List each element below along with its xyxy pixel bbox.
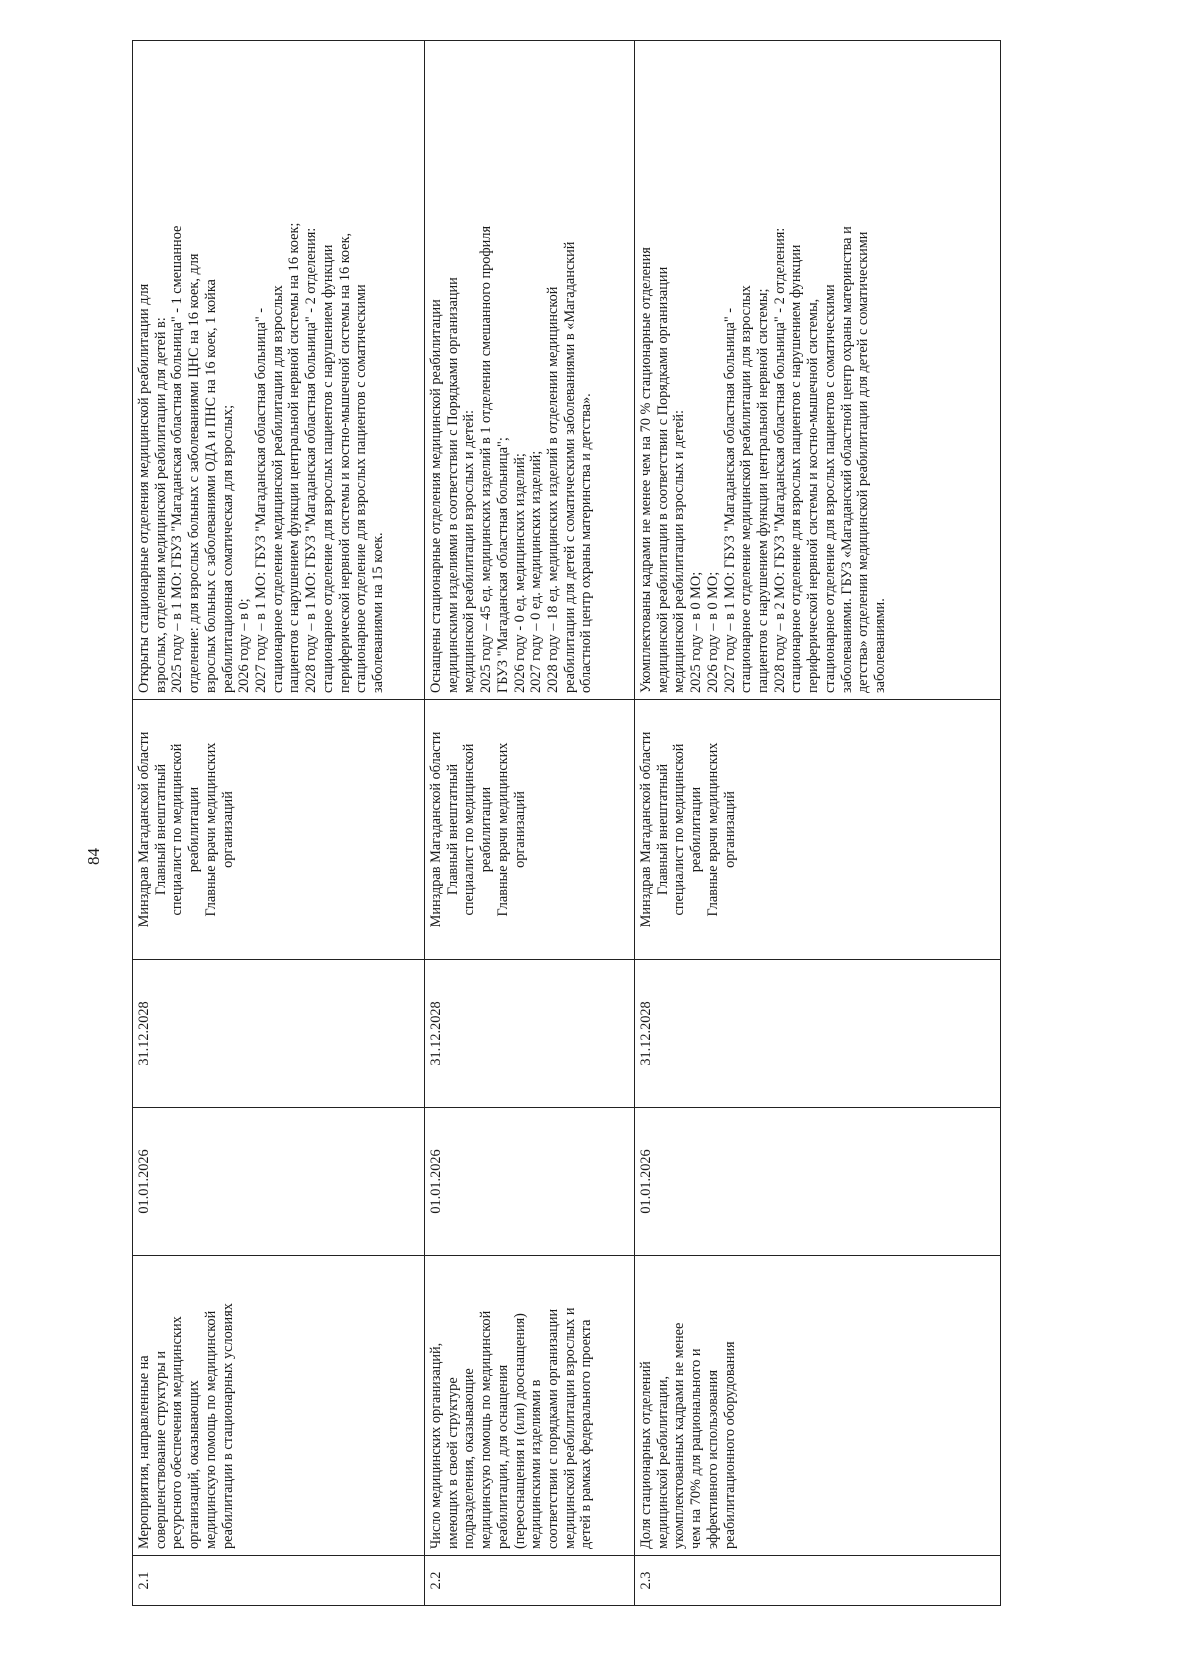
text-line: пациентов с нарушением функции центральной нервной системы; bbox=[755, 288, 772, 693]
text-line: ресурсного обеспечения медицинских bbox=[169, 1316, 186, 1549]
text-line: 2026 году – в 0 МО; bbox=[704, 571, 721, 693]
text-line: медицинскими изделиями в bbox=[528, 1379, 545, 1549]
text-line: 2025 году – в 1 МО: ГБУЗ "Магаданская областная больница" - 1 смешанное bbox=[169, 225, 186, 693]
text-line: ГБУЗ "Магаданская областная больница"; bbox=[494, 437, 511, 693]
text-line: медицинской реабилитации взрослых и детей: bbox=[461, 410, 478, 693]
measure-cell bbox=[425, 1256, 635, 1556]
text-line: 2028 году – в 1 МО: ГБУЗ "Магаданская областная больница" - 2 отделения: bbox=[303, 227, 320, 693]
text-line: детства» отделении медицинской реабилитации для детей с соматическими bbox=[855, 231, 872, 693]
row-number: 2.3 bbox=[635, 1556, 1001, 1606]
text-line: имеющих в своей структуре bbox=[444, 1377, 461, 1549]
text-line: эффективного использования bbox=[704, 1369, 721, 1549]
end-date: 31.12.2028 bbox=[635, 960, 1001, 1108]
text-line: подразделения, оказывающие bbox=[461, 1368, 478, 1549]
result-cell bbox=[635, 41, 1001, 700]
text-line: Минздрав Магаданской области bbox=[638, 731, 654, 928]
text-line: реабилитации bbox=[186, 786, 203, 873]
text-line: стационарное отделение для взрослых пациентов с соматическими bbox=[821, 284, 838, 693]
text-line: пациентов с нарушением функции центральной нервной системы на 16 коек; bbox=[286, 222, 303, 693]
text-line: реабилитационная соматическая для взрослых; bbox=[219, 404, 236, 693]
text-line: стационарное отделение для взрослых пациентов с соматическими bbox=[353, 284, 370, 693]
text-line: заболеваниями. bbox=[872, 598, 889, 693]
text-line: медицинской реабилитации, bbox=[654, 1375, 671, 1549]
end-date: 31.12.2028 bbox=[133, 960, 425, 1108]
rotated-table-wrapper bbox=[132, 41, 1000, 1606]
table-row bbox=[133, 41, 425, 1606]
text-line: Открыты стационарные отделения медицинской реабилитации для bbox=[136, 283, 152, 693]
text-line: Главные врачи медицинских bbox=[202, 742, 219, 917]
start-date: 01.01.2026 bbox=[425, 1108, 635, 1256]
text-line: Главный внештатный bbox=[444, 763, 461, 896]
text-line: реабилитации в стационарных условиях bbox=[219, 1303, 236, 1549]
text-line: стационарное отделение для взрослых пациентов с нарушением функции bbox=[788, 244, 805, 693]
text-line: совершенствование структуры и bbox=[152, 1350, 169, 1549]
text-line: Главные врачи медицинских bbox=[494, 742, 511, 917]
text-line: организаций bbox=[511, 791, 528, 868]
text-line: медицинскими изделиями в соответствии с Порядками организации bbox=[444, 277, 461, 693]
text-line: Число медицинских организаций, bbox=[428, 1342, 444, 1549]
text-line: отделение: для взрослых больных с заболеваниями ЦНС на 16 коек, для bbox=[186, 253, 203, 693]
text-line: Мероприятия, направленные на bbox=[136, 1355, 152, 1549]
text-line: заболеваниями на 15 коек. bbox=[370, 532, 387, 693]
text-line: Оснащены стационарные отделения медицинской реабилитации bbox=[428, 299, 444, 693]
result-cell bbox=[425, 41, 635, 700]
text-line: специалист по медицинской bbox=[671, 743, 688, 916]
start-date: 01.01.2026 bbox=[635, 1108, 1001, 1256]
text-line: 2027 году – в 1 МО: ГБУЗ "Магаданская областная больница" - bbox=[253, 308, 270, 693]
text-line: специалист по медицинской bbox=[169, 743, 186, 916]
table-row bbox=[635, 41, 1001, 1606]
row-number: 2.2 bbox=[425, 1556, 635, 1606]
row-number: 2.1 bbox=[133, 1556, 425, 1606]
text-line: Главные врачи медицинских bbox=[704, 742, 721, 917]
table-row bbox=[425, 41, 635, 1606]
text-line: 2026 году – в 0; bbox=[236, 598, 253, 693]
text-line: областной центр охраны материнства и детства». bbox=[578, 393, 595, 693]
text-line: медицинскую помощь по медицинской bbox=[478, 1310, 495, 1549]
text-line: реабилитационного оборудования bbox=[721, 1341, 738, 1549]
end-date: 31.12.2028 bbox=[425, 960, 635, 1108]
text-line: 2027 году – в 1 МО: ГБУЗ "Магаданская областная больница" - bbox=[721, 308, 738, 693]
text-line: 2028 году – 18 ед. медицинских изделий в отделении медицинской bbox=[545, 286, 562, 693]
text-line: 2025 году – 45 ед. медицинских изделий в 1 отделении смешанного профиля bbox=[478, 225, 495, 693]
text-line: медицинской реабилитации взрослых и детей: bbox=[671, 410, 688, 693]
text-line: взрослых больных с заболеваниями ОДА и ПНС на 16 коек, 1 койка bbox=[202, 279, 219, 693]
text-line: организаций, оказывающих bbox=[186, 1380, 203, 1549]
text-line: стационарное отделение для взрослых пациентов с нарушением функции bbox=[319, 244, 336, 693]
text-line: стационарное отделение медицинской реабилитации для взрослых bbox=[738, 285, 755, 693]
measure-cell bbox=[133, 1256, 425, 1556]
text-line: 2026 году - 0 ед. медицинских изделий; bbox=[511, 453, 528, 693]
text-line: Минздрав Магаданской области bbox=[428, 731, 444, 928]
text-line: Главный внештатный bbox=[152, 763, 169, 896]
table-body bbox=[133, 41, 1001, 1606]
measures-table bbox=[132, 40, 1001, 1606]
start-date: 01.01.2026 bbox=[133, 1108, 425, 1256]
page-number: 84 bbox=[84, 848, 103, 865]
text-line: 2028 году – в 2 МО: ГБУЗ "Магаданская областная больница" - 2 отделения: bbox=[771, 227, 788, 693]
responsible-cell bbox=[425, 700, 635, 960]
text-line: реабилитации bbox=[688, 786, 705, 873]
text-line: заболеваниями. ГБУЗ «Магаданский областной центр охраны материнства и bbox=[838, 226, 855, 693]
text-line: укомплектованных кадрами не менее bbox=[671, 1322, 688, 1549]
text-line: организаций bbox=[721, 791, 738, 868]
text-line: реабилитации bbox=[478, 786, 495, 873]
text-line: Укомплектованы кадрами не менее чем на 70 % стационарные отделения bbox=[638, 247, 654, 693]
text-line: специалист по медицинской bbox=[461, 743, 478, 916]
text-line: периферической нервной системы и костно-мышечной системы, bbox=[805, 298, 822, 693]
text-line: медицинской реабилитации в соответствии с Порядками организации bbox=[654, 266, 671, 693]
text-line: Доля стационарных отделений bbox=[638, 1361, 654, 1549]
text-line: реабилитации, для оснащения bbox=[494, 1364, 511, 1549]
text-line: реабилитации для детей с соматическими заболеваниями в «Магаданский bbox=[561, 241, 578, 693]
text-line: Минздрав Магаданской области bbox=[136, 731, 152, 928]
text-line: периферической нервной системы и костно-мышечной системы на 16 коек, bbox=[336, 232, 353, 693]
text-line: 2025 году – в 0 МО; bbox=[688, 571, 705, 693]
text-line: чем на 70% для рационального и bbox=[688, 1348, 705, 1549]
responsible-cell bbox=[133, 700, 425, 960]
result-cell bbox=[133, 41, 425, 700]
text-line: соответствии с порядками организации bbox=[545, 1308, 562, 1549]
text-line: медицинскую помощь по медицинской bbox=[202, 1310, 219, 1549]
text-line: детей в рамках федерального проекта bbox=[578, 1319, 595, 1549]
text-line: организаций bbox=[219, 791, 236, 868]
text-line: 2027 году – 0 ед. медицинских изделий; bbox=[528, 450, 545, 693]
text-line: (переоснащения и (или) дооснащения) bbox=[511, 1313, 528, 1549]
text-line: стационарное отделение медицинской реабилитации для взрослых bbox=[269, 285, 286, 693]
text-line: взрослых, отделения медицинской реабилитации для детей в: bbox=[152, 317, 169, 693]
measure-cell bbox=[635, 1256, 1001, 1556]
text-line: медицинской реабилитации взрослых и bbox=[561, 1307, 578, 1549]
text-line: Главный внештатный bbox=[654, 763, 671, 896]
responsible-cell bbox=[635, 700, 1001, 960]
